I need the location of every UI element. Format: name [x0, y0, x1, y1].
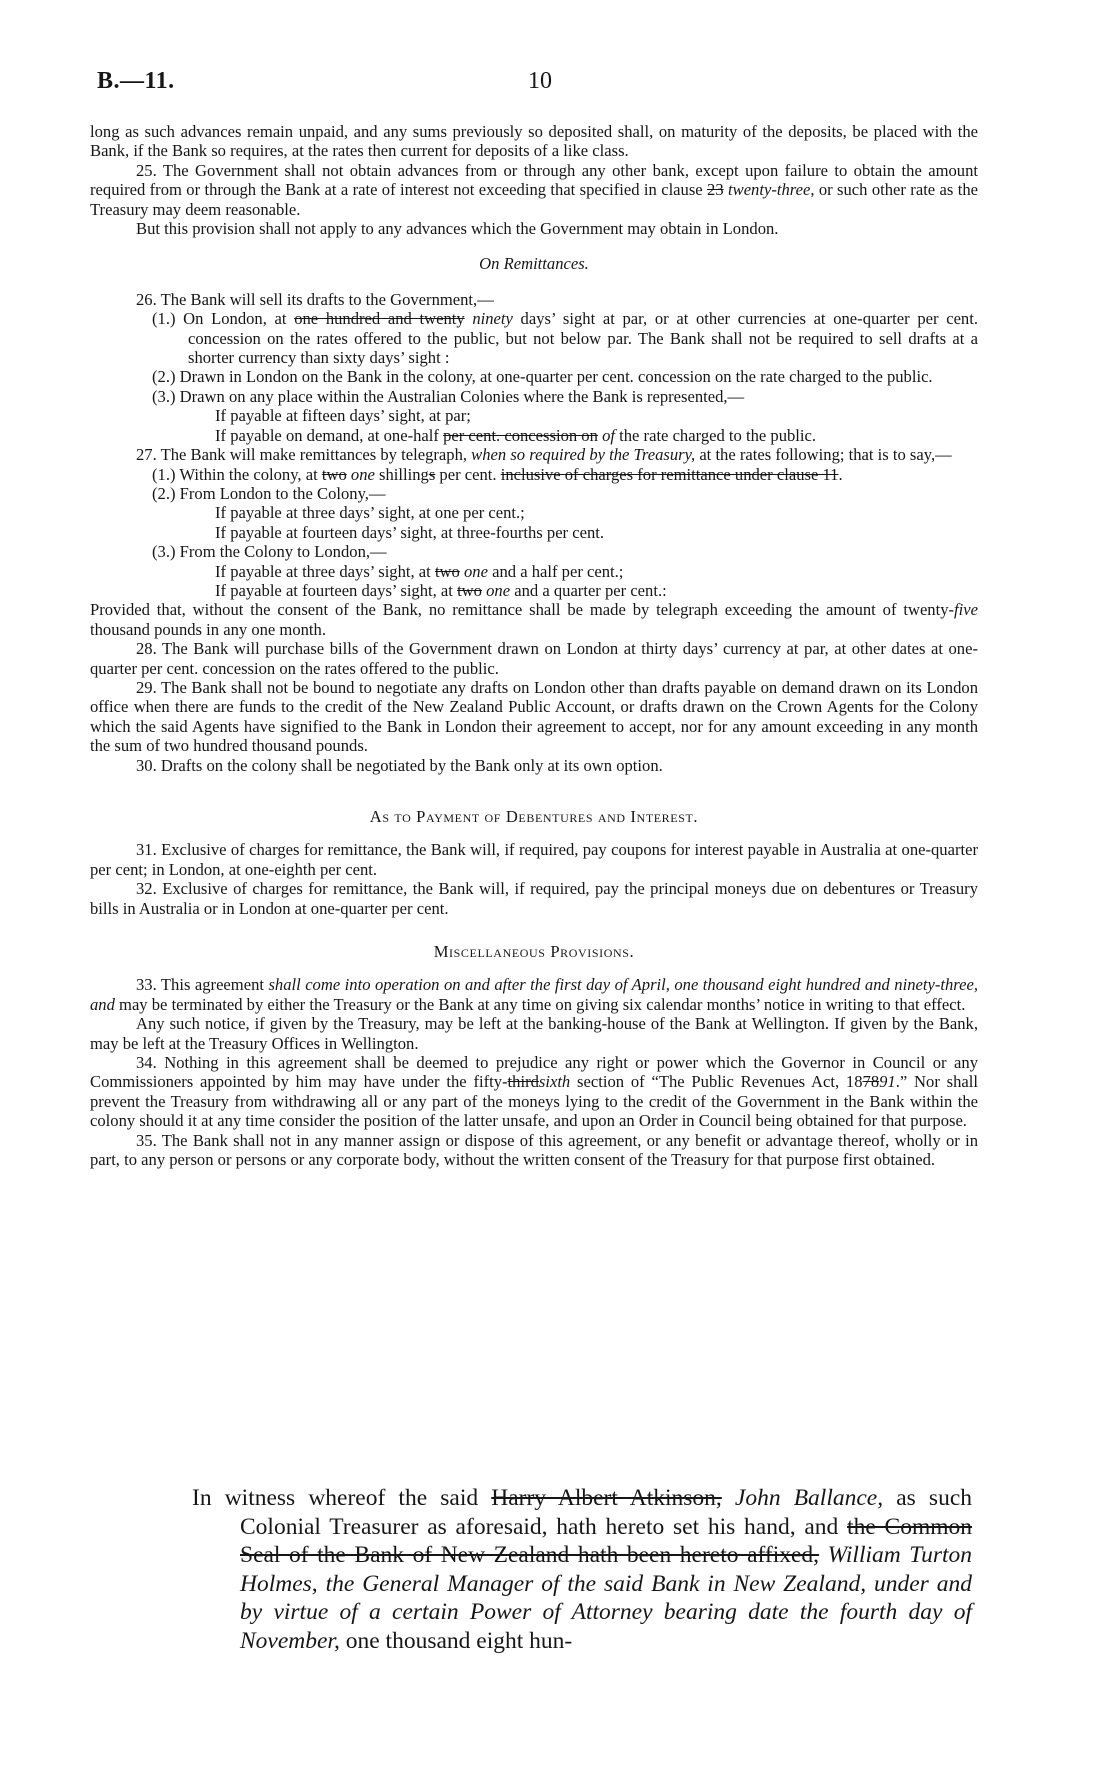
struck-text: per cent. concession on — [443, 425, 598, 445]
inserted-text: when so required by the Treasury, — [471, 445, 696, 465]
clause-26-1: (1.) On London, at one hundred and twenty ninety days’ sight at par, or at other currencies at one-quarter per cent. concession on the rates offered to the public, but not below par. The Bank shall not be required to sell drafts at a shorter currency than sixty days’ sight : — [152, 309, 978, 368]
paragraph-continued: long as such advances remain unpaid, and any sums previously so deposited shall, on maturity of the deposits, be placed with the Bank, if the Bank so requires, at the rates then current for deposits of a like class. — [90, 122, 978, 161]
struck-text: the Common Seal of the Bank of New Zealand hath been hereto affixed, — [240, 1513, 972, 1569]
clause-35: 35. The Bank shall not in any manner assign or dispose of this agreement, or any benefit or advantage thereof, wholly or in part, to any person or persons or any corporate body, without the written consent of the Treasury for that purpose first obtained. — [90, 1130, 978, 1170]
struck-text: inclusive of charges for remittance under clause 11 — [500, 464, 839, 484]
clause-28: 28. The Bank will purchase bills of the Government drawn on London at thirty days’ currency at par, at other dates at one-quarter per cent. concession on the rates offered to the public. — [90, 639, 978, 678]
clause-31: 31. Exclusive of charges for remittance, the Bank will, if required, pay coupons for interest payable in Australia at one-quarter per cent; in London, at one-eighth per cent. — [90, 840, 978, 879]
clause-29: 29. The Bank shall not be bound to negotiate any drafts on London other than drafts payable on demand drawn on its London office when there are funds to the credit of the New Zealand Public Account, or drafts drawn on the Crown Agents for the Colony which the said Agents have signified to the Bank in London their agreement to accept, nor for any amount exceeding in any month the sum of two hundred thousand pounds. — [90, 677, 978, 756]
clause-33: 33. This agreement shall come into operation on and after the first day of April, one thousand eight hundred and ninety-three, and may be terminated by either the Treasury or the Bank at any time on giving six calendar months’ notice in writing to that effect. — [90, 975, 978, 1014]
inserted-text: William Turton Holmes, the General Manager of the said Bank in New Zealand, under and by virtue of a certain Power of Attorney bearing date the fourth day of November, — [240, 1542, 972, 1654]
clause-27-3: (3.) From the Colony to London,— — [152, 542, 387, 562]
inserted-text: five — [954, 600, 978, 620]
struck-text: 23 — [707, 180, 724, 200]
document-code: B.—11. — [97, 68, 175, 94]
inserted-text: John Ballance, — [734, 1485, 884, 1511]
clause-26-3-a: If payable at fifteen days’ sight, at par; — [215, 406, 471, 426]
clause-26-2: (2.) Drawn in London on the Bank in the colony, at one-quarter per cent. concession on the rate charged to the public. — [152, 367, 933, 387]
clause-30: 30. Drafts on the colony shall be negotiated by the Bank only at its own option. — [136, 755, 663, 775]
clause-26-3: (3.) Drawn on any place within the Australian Colonies where the Bank is represented,— — [152, 386, 745, 406]
inserted-text: twenty-three — [728, 180, 811, 200]
struck-text: two — [434, 561, 460, 581]
clause-27-3-b: If payable at fourteen days’ sight, at two one and a quarter per cent.: — [215, 580, 667, 600]
inserted-text: of — [602, 425, 615, 445]
witness-clause: In witness whereof the said Harry Albert Atkinson, John Ballance, as such Colonial Treasurer as aforesaid, hath hereto set his hand, and the Common Seal of the Bank of New Zealand hath been hereto affixed, William Turton Holmes, the General Manager of the said Bank in New Zealand, under and by virtue of a certain Power of Attorney bearing date the fourth day of November, one thousand eight hun- — [192, 1485, 973, 1654]
section-heading-misc: Miscellaneous Provisions. — [433, 942, 635, 962]
inserted-text: ninety — [472, 309, 513, 329]
inserted-text: sixth — [538, 1072, 571, 1092]
clause-33-notice: Any such notice, if given by the Treasury, may be left at the banking-house of the Bank at Wellington. If given by the Bank, may be left at the Treasury Offices in Wellington. — [90, 1014, 978, 1053]
clause-25: 25. The Government shall not obtain advances from or through any other bank, except upon failure to obtain the amount required from or through the Bank at a rate of interest not exceeding that specified in clause 23 twenty-three, or such other rate as the Treasury may deem reasonable. — [90, 160, 979, 219]
struck-text: two — [321, 464, 347, 484]
struck-text: 78 — [862, 1072, 880, 1092]
clause-27-2-b: If payable at fourteen days’ sight, at three-fourths per cent. — [215, 522, 605, 542]
inserted-text: 91 — [879, 1072, 896, 1092]
clause-25-proviso: But this provision shall not apply to any advances which the Government may obtain in London. — [136, 219, 779, 239]
section-heading-payment: As to Payment of Debentures and Interest. — [369, 807, 699, 826]
inserted-text: shall come into operation on and after the first day of April, one thousand eight hundred and ninety-three, and — [90, 975, 978, 1014]
clause-27-1: (1.) Within the colony, at two one shillings per cent. inclusive of charges for remittance under clause 11. — [152, 464, 843, 484]
clause-27-2-a: If payable at three days’ sight, at one per cent.; — [215, 503, 525, 523]
clause-32: 32. Exclusive of charges for remittance, the Bank will, if required, pay the principal moneys due on debentures or Treasury bills in Australia or in London at one-quarter per cent. — [90, 879, 978, 918]
struck-text: s — [428, 464, 436, 484]
clause-26-3-b: If payable on demand, at one-half per cent. concession on of the rate charged to the public. — [215, 425, 817, 445]
clause-27-2: (2.) From London to the Colony,— — [152, 483, 386, 503]
struck-text: third — [507, 1072, 539, 1092]
struck-text: two — [457, 580, 482, 600]
struck-text: one hundred and twenty — [294, 309, 465, 329]
clause-34: 34. Nothing in this agreement shall be deemed to prejudice any right or power which the Governor in Council or any Commissioners appointed by him may have under the fifty-thirdsixth section of “The Public Revenues Act, 187891.” Nor shall prevent the Treasury from withdrawing all or any part of the moneys lying to the credit of the Government in the Bank within the colony should it at any time consider the position of the latter unsafe, and upon an Order in Council being obtained for that purpose. — [90, 1053, 978, 1131]
clause-26: 26. The Bank will sell its drafts to the Government,— — [136, 289, 494, 309]
inserted-text: one — [486, 580, 511, 600]
clause-27: 27. The Bank will make remittances by telegraph, when so required by the Treasury, at the rates following; that is to say,— — [136, 445, 952, 465]
inserted-text: one — [463, 561, 488, 581]
clause-27-3-a: If payable at three days’ sight, at two one and a half per cent.; — [215, 561, 624, 581]
section-heading-remittances: On Remittances. — [479, 254, 589, 274]
clause-27-proviso: Provided that, without the consent of the Bank, no remittance shall be made by telegraph exceeding the amount of twenty-five thousand pounds in any one month. — [90, 600, 978, 639]
page-number: 10 — [528, 68, 552, 94]
inserted-text: one — [350, 464, 375, 484]
struck-text: Harry Albert Atkinson, — [491, 1485, 722, 1511]
document-body — [90, 122, 978, 1170]
